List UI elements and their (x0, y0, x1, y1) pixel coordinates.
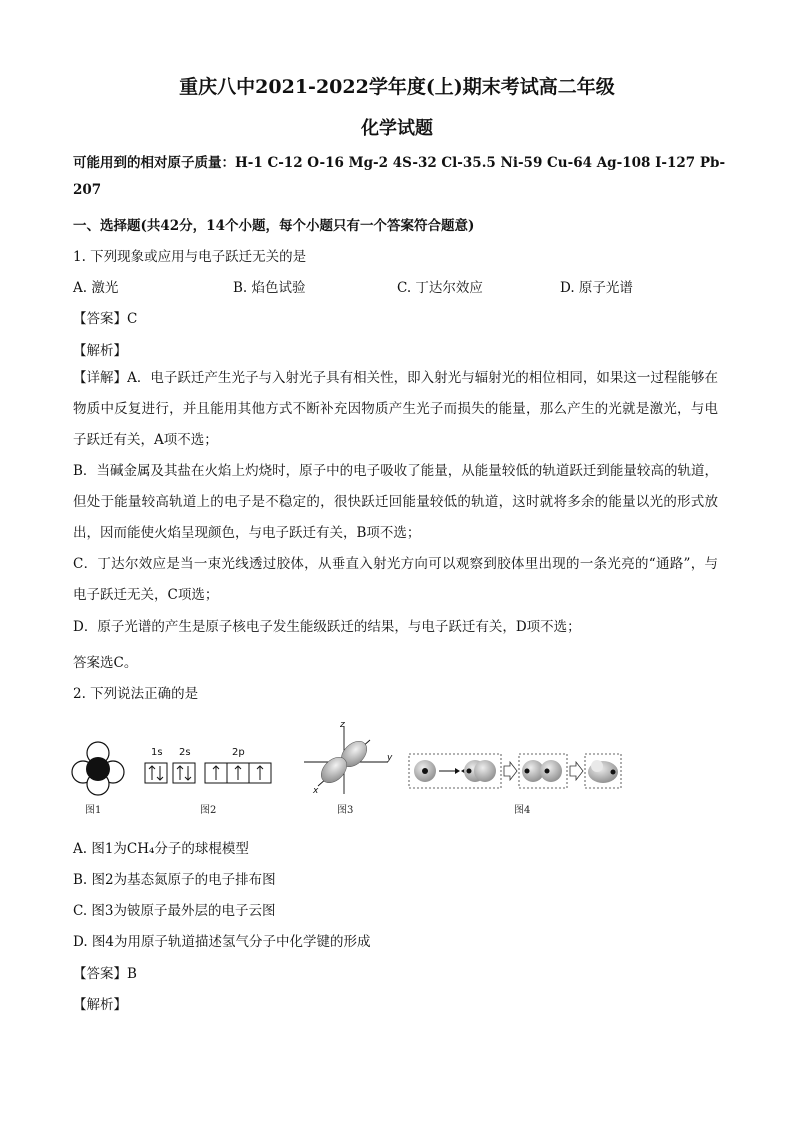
question-1-analysis-label: 【解析】 (73, 343, 127, 359)
question-2-option-c: C. 图3为铍原子最外层的电子云图 (73, 903, 276, 919)
atomic-masses-line1: 可能用到的相对原子质量：H-1 C-12 O-16 Mg-2 4S-32 Cl-35.5 Ni-59 Cu-64 Ag-108 I-127 Pb- (73, 155, 726, 171)
question-1-answer: 【答案】C (73, 311, 138, 327)
figure-2-label-2p: 2p (232, 747, 245, 758)
question-1-stem: 1. 下列现象或应用与电子跃迁无关的是 (73, 249, 307, 265)
figure-3-axis-z: z (340, 720, 345, 730)
page-title: 重庆八中2021-2022学年度(上)期末考试高二年级 (179, 76, 615, 98)
figure-3-caption: 图3 (337, 805, 354, 816)
question-1-conclusion: 答案选C。 (73, 655, 138, 671)
question-2-option-a: A. 图1为CH₄分子的球棍模型 (73, 841, 249, 857)
figure-2-caption: 图2 (200, 805, 217, 816)
question-1-option-b: B. 焰色试验 (233, 280, 306, 296)
figure-1-caption: 图1 (85, 805, 102, 816)
figure-4-caption: 图4 (514, 805, 531, 816)
section-heading: 一、选择题(共42分，14个小题，每个小题只有一个答案符合题意) (73, 218, 475, 234)
question-2-answer: 【答案】B (73, 966, 137, 982)
figure-3-axis-x: x (313, 786, 319, 796)
question-1-option-c: C. 丁达尔效应 (397, 280, 483, 296)
question-1-detail-a: 【详解】A．电子跃迁产生光子与入射光子具有相关性，即入射光与辐射光的相位相同，如果这一过程能够在物质中反复进行，并且能用其他方式不断补充因物质产生光子而损失的能量，那么产生的光就是激光，与电子跃迁有关，A项不选； (73, 370, 718, 448)
figure-3-axis-y: y (387, 753, 393, 763)
question-2-option-b: B. 图2为基态氮原子的电子排布图 (73, 872, 276, 888)
question-2-analysis-label: 【解析】 (73, 997, 127, 1013)
question-1-option-a: A. 激光 (73, 280, 119, 296)
question-1-detail-b: B．当碱金属及其盐在火焰上灼烧时，原子中的电子吸收了能量，从能量较低的轨道跃迁到能量较高的轨道，但处于能量较高轨道上的电子是不稳定的，很快跃迁回能量较低的轨道，这时就将多余的能量以光的形式放出，因而能使火焰呈现颜色，与电子跃迁有关，B项不选； (73, 463, 718, 541)
question-1-detail-c: C．丁达尔效应是当一束光线透过胶体，从垂直入射光方向可以观察到胶体里出现的一条光亮的“通路”，与电子跃迁无关，C项选； (73, 556, 718, 603)
question-2-option-d: D. 图4为用原子轨道描述氢气分子中化学键的形成 (73, 934, 371, 950)
question-1-detail-d: D．原子光谱的产生是原子核电子发生能级跃迁的结果，与电子跃迁有关，D项不选； (73, 619, 581, 635)
figure-1-ball-model (70, 740, 126, 796)
figure-4-bond-formation (407, 752, 623, 792)
atomic-masses-line2: 207 (73, 182, 102, 198)
page-subtitle: 化学试题 (361, 118, 433, 139)
figure-2-orbital-diagram (142, 744, 277, 786)
figure-2-label-2s: 2s (179, 747, 191, 758)
question-1-option-d: D. 原子光谱 (560, 280, 633, 296)
question-2-stem: 2. 下列说法正确的是 (73, 686, 199, 702)
figure-3-electron-cloud (300, 718, 400, 798)
figure-2-label-1s: 1s (151, 747, 163, 758)
